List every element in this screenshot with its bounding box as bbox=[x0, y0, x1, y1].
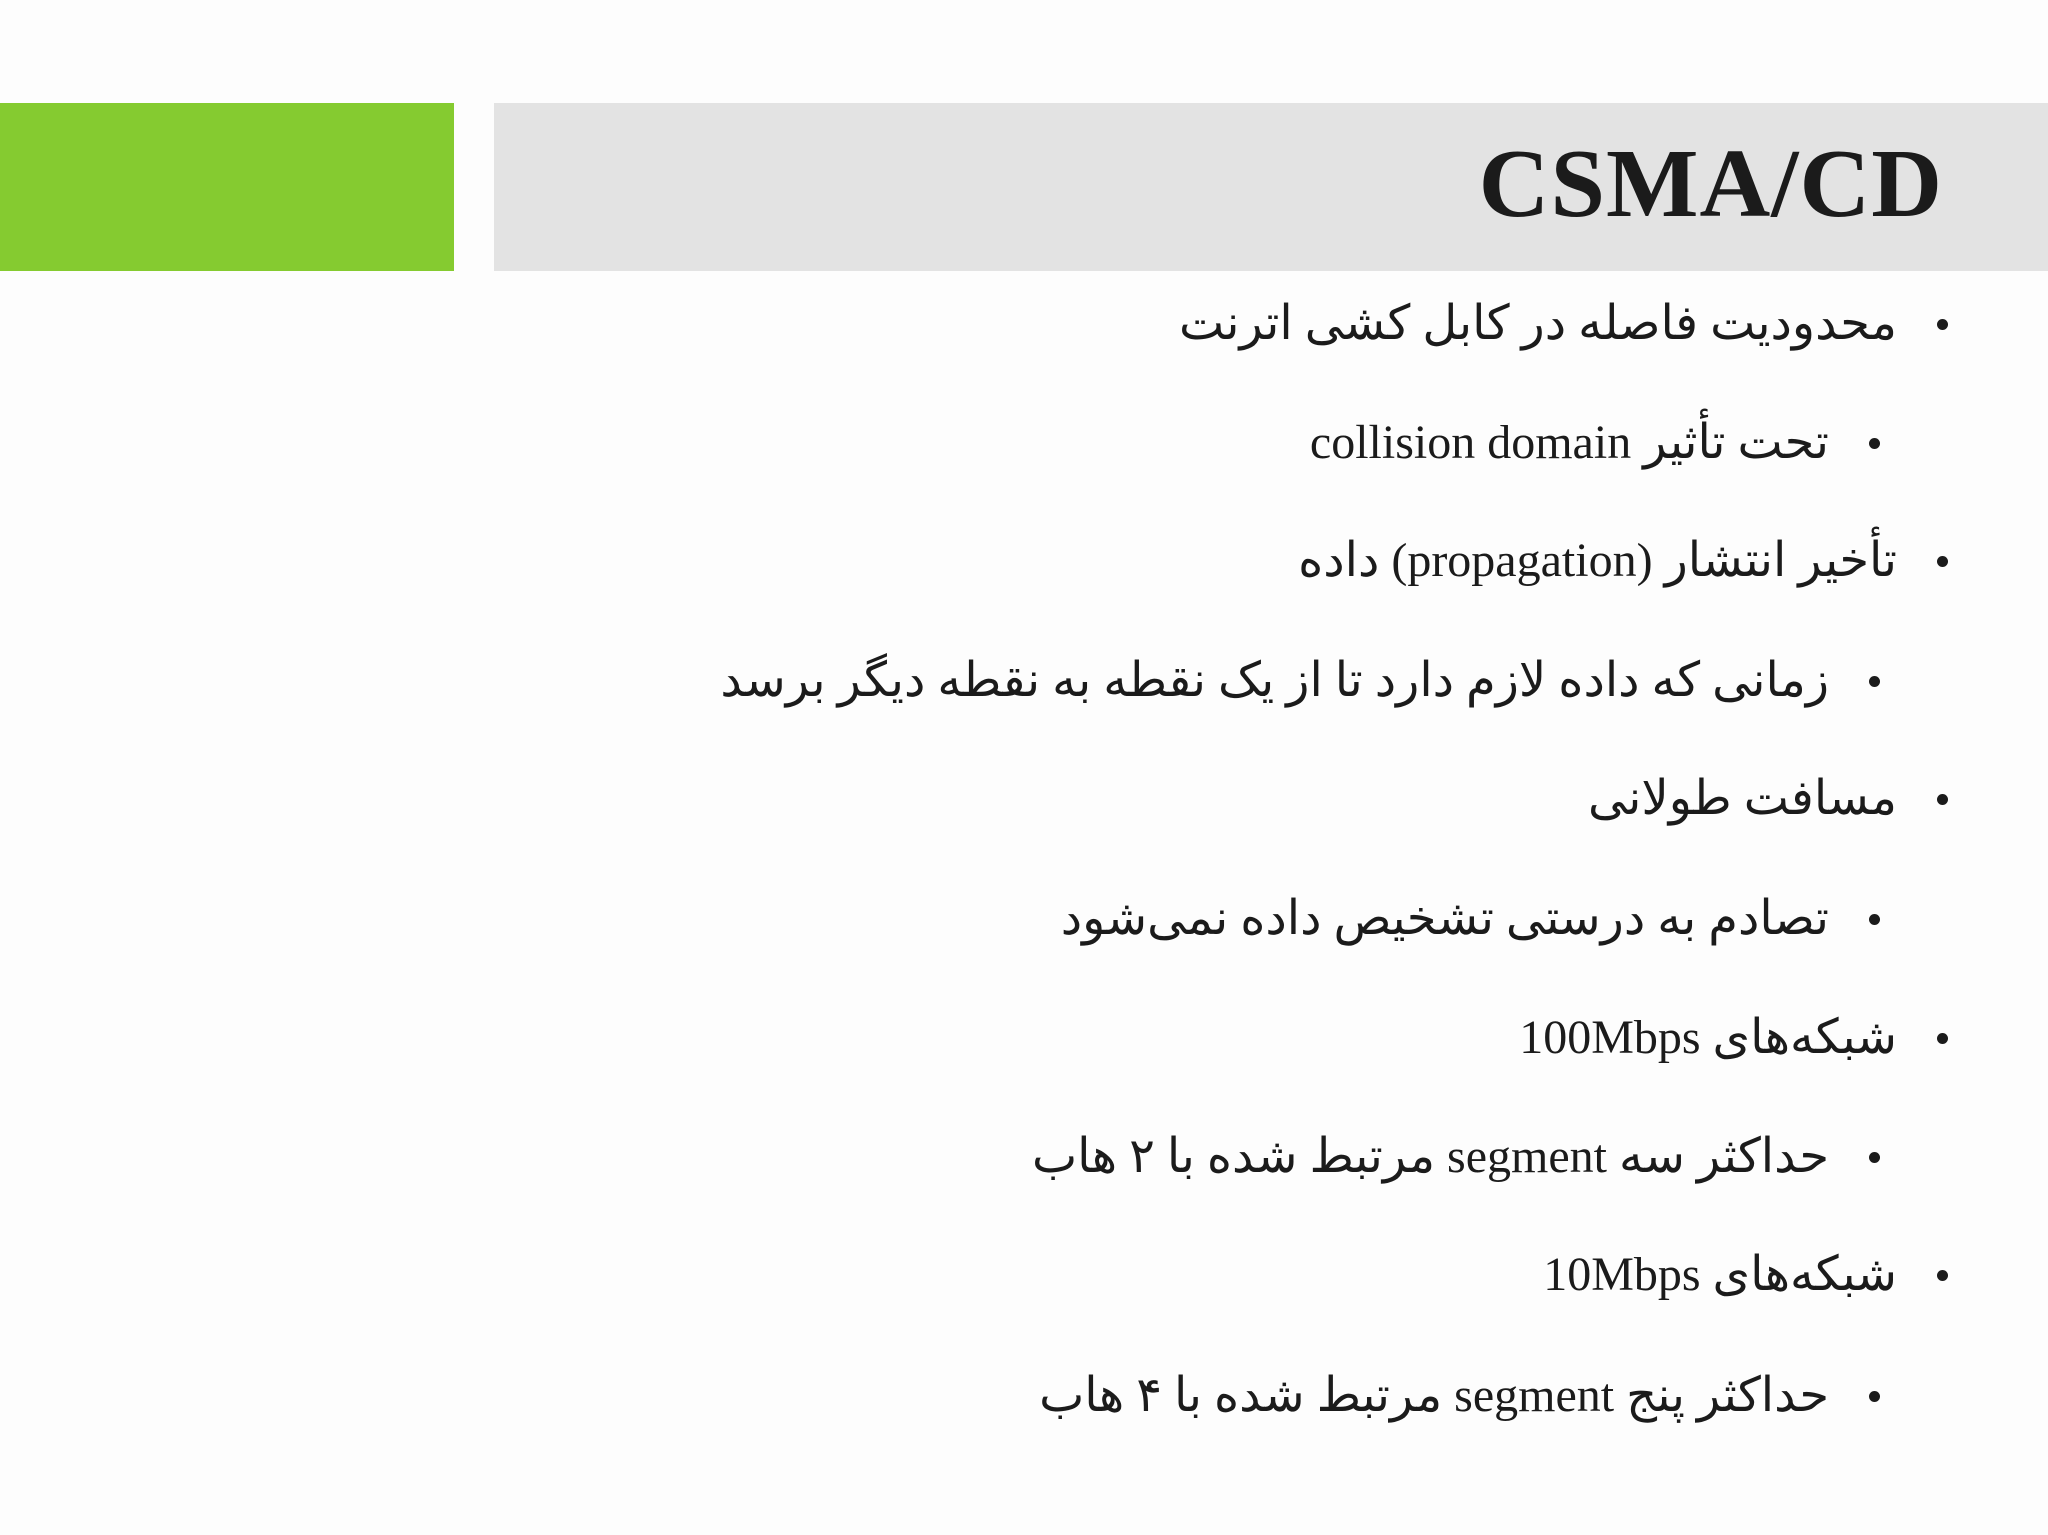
bullet-text: شبکه‌های 10Mbps bbox=[1543, 1248, 1897, 1301]
bullet-item bbox=[1179, 294, 1948, 354]
bullet-text: مسافت طولانی bbox=[1588, 772, 1897, 825]
bullet-dot-icon bbox=[1869, 1152, 1880, 1163]
accent-block bbox=[0, 103, 454, 271]
bullet-dot-icon bbox=[1937, 1270, 1948, 1281]
bullet-item bbox=[1298, 531, 1948, 591]
bullet-dot-icon bbox=[1937, 319, 1948, 330]
bullet-text: حداکثر پنج segment مرتبط شده با ۴ هاب bbox=[1039, 1369, 1829, 1422]
sub-bullet-item bbox=[1039, 1366, 1880, 1426]
bullet-text: زمانی که داده لازم دارد تا از یک نقطه به نقطه دیگر برسد bbox=[720, 654, 1829, 707]
sub-bullet-item bbox=[1032, 1127, 1880, 1187]
bullet-dot-icon bbox=[1869, 438, 1880, 449]
bullet-text: تحت تأثیر collision domain bbox=[1309, 416, 1829, 469]
bullet-item bbox=[1543, 1245, 1948, 1305]
bullet-text: محدودیت فاصله در کابل کشی اترنت bbox=[1179, 297, 1897, 350]
sub-bullet-item bbox=[720, 651, 1880, 711]
bullet-item bbox=[1519, 1008, 1948, 1068]
bullet-text: تأخیر انتشار (propagation) داده bbox=[1298, 534, 1897, 587]
bullet-dot-icon bbox=[1869, 676, 1880, 687]
bullet-dot-icon bbox=[1937, 794, 1948, 805]
bullet-dot-icon bbox=[1937, 556, 1948, 567]
slide-title: CSMA/CD bbox=[1478, 130, 1943, 238]
bullet-dot-icon bbox=[1937, 1033, 1948, 1044]
bullet-text: حداکثر سه segment مرتبط شده با ۲ هاب bbox=[1031, 1130, 1829, 1183]
bullet-dot-icon bbox=[1869, 1391, 1880, 1402]
sub-bullet-item bbox=[1061, 889, 1880, 949]
sub-bullet-item bbox=[1310, 413, 1880, 473]
bullet-item bbox=[1588, 769, 1948, 829]
bullet-text: شبکه‌های 100Mbps bbox=[1519, 1011, 1897, 1064]
bullet-text: تصادم به درستی تشخیص داده نمی‌شود bbox=[1060, 892, 1829, 945]
bullet-dot-icon bbox=[1869, 914, 1880, 925]
